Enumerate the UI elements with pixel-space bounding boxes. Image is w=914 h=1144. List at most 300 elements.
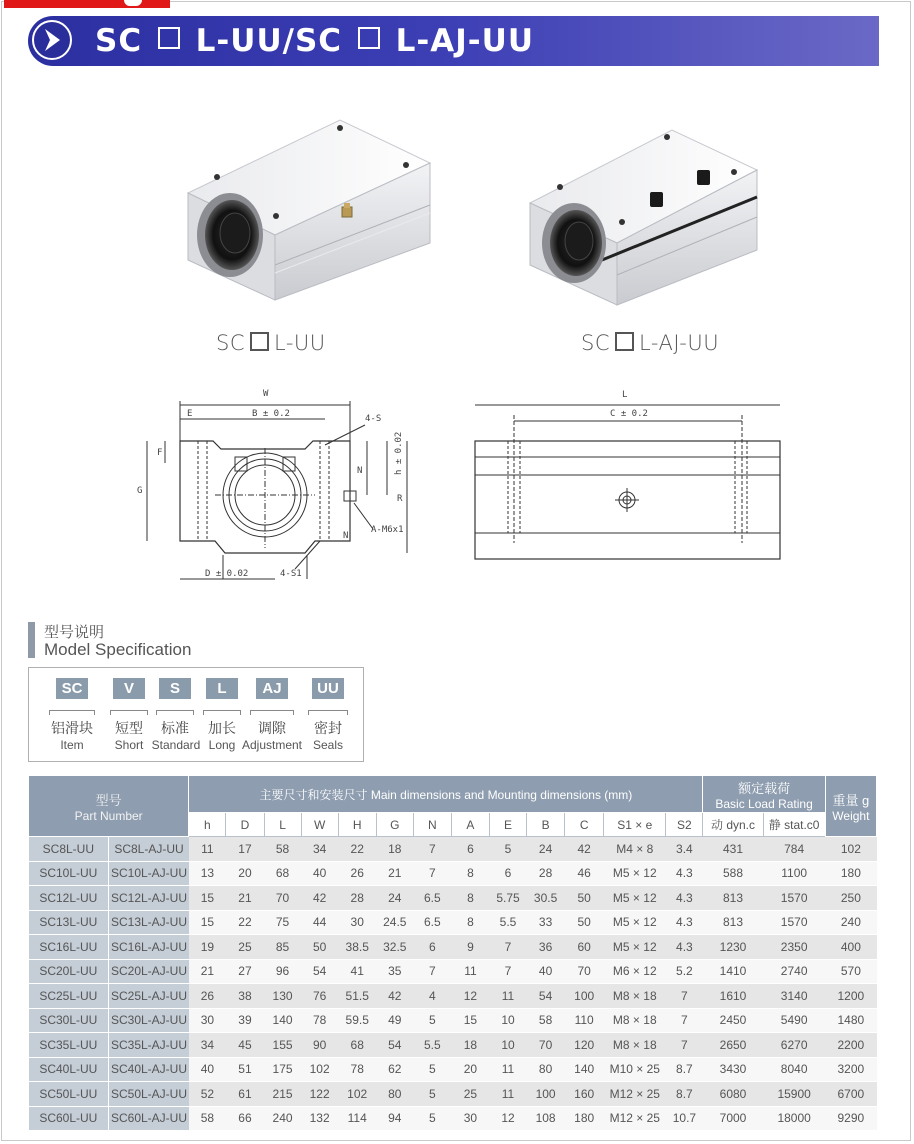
part-number-cell: SC30L-UU [29, 1008, 109, 1033]
table-row [29, 837, 877, 862]
table-cell: 15 [189, 910, 226, 935]
table-cell: 66 [226, 1106, 264, 1131]
table-cell: 70 [565, 959, 604, 984]
part-number-cell: SC50L-AJ-UU [109, 1082, 189, 1107]
product-image-sc-l-aj-uu [522, 125, 767, 310]
table-cell: 78 [301, 1008, 338, 1033]
table-cell: 26 [189, 984, 226, 1009]
table-cell: 120 [565, 1033, 604, 1058]
table-cell: 28 [338, 886, 376, 911]
table-cell: M5 × 12 [604, 886, 666, 911]
table-cell: M5 × 12 [604, 910, 666, 935]
column-header: G [376, 813, 413, 837]
table-cell: 1610 [703, 984, 763, 1009]
column-header: L [264, 813, 301, 837]
table-cell: 38 [226, 984, 264, 1009]
table-cell: 6700 [825, 1082, 876, 1107]
table-cell: 62 [376, 1057, 413, 1082]
table-cell: 7 [666, 1008, 703, 1033]
table-cell: 20 [226, 861, 264, 886]
table-cell: 13 [189, 861, 226, 886]
part-number-cell: SC12L-UU [29, 886, 109, 911]
table-cell: 11 [489, 1057, 526, 1082]
table-cell: 100 [565, 984, 604, 1009]
table-cell: 11 [489, 984, 526, 1009]
code-bracket [110, 710, 148, 715]
column-header: C [565, 813, 604, 837]
table-cell: 1570 [763, 910, 825, 935]
table-cell: 24 [376, 886, 413, 911]
table-cell: 100 [527, 1082, 565, 1107]
part-number-cell: SC16L-UU [29, 935, 109, 960]
table-cell: 22 [226, 910, 264, 935]
table-row [29, 1008, 877, 1033]
table-cell: 42 [565, 837, 604, 862]
column-header: B [527, 813, 565, 837]
table-row [29, 959, 877, 984]
table-row [29, 910, 877, 935]
part-number-cell: SC8L-UU [29, 837, 109, 862]
table-cell: 140 [264, 1008, 301, 1033]
table-cell: 10.7 [666, 1106, 703, 1131]
code-desc-en: Standard [151, 738, 201, 752]
dim-4S1: 4-S1 [280, 569, 302, 579]
table-cell: 76 [301, 984, 338, 1009]
table-cell: 33 [527, 910, 565, 935]
table-row [29, 886, 877, 911]
table-cell: 1100 [763, 861, 825, 886]
table-cell: 58 [189, 1106, 226, 1131]
table-cell: 5 [489, 837, 526, 862]
code-desc-en: Short [114, 738, 144, 752]
code-bracket [308, 710, 348, 715]
table-cell: M5 × 12 [604, 861, 666, 886]
table-cell: 7 [413, 861, 451, 886]
section-marker [28, 622, 35, 658]
table-cell: 50 [301, 935, 338, 960]
caption-sc-l-aj-uu: SC L-AJ-UU [581, 331, 720, 355]
table-cell: 108 [527, 1106, 565, 1131]
table-cell: M8 × 18 [604, 1033, 666, 1058]
table-row [29, 861, 877, 886]
table-cell: 27 [226, 959, 264, 984]
table-cell: 6 [489, 861, 526, 886]
table-cell: 85 [264, 935, 301, 960]
column-header: E [489, 813, 526, 837]
code-desc-en: Seals [312, 738, 344, 752]
table-cell: 58 [264, 837, 301, 862]
table-cell: 4.3 [666, 861, 703, 886]
header-bar [28, 16, 879, 66]
table-cell: 45 [226, 1033, 264, 1058]
table-row [29, 1033, 877, 1058]
code-badge-v: V [113, 678, 145, 699]
table-cell: 46 [565, 861, 604, 886]
table-cell: 11 [189, 837, 226, 862]
column-header: 动 dyn.c [703, 813, 763, 837]
table-cell: 6.5 [413, 886, 451, 911]
table-cell: 21 [189, 959, 226, 984]
column-header: H [338, 813, 376, 837]
table-cell: 7000 [703, 1106, 763, 1131]
table-cell: 11 [451, 959, 489, 984]
model-spec-title-cn: 型号说明 [44, 624, 105, 641]
code-badge-aj: AJ [256, 678, 288, 699]
table-cell: 5490 [763, 1008, 825, 1033]
table-cell: 400 [825, 935, 876, 960]
table-cell: 41 [338, 959, 376, 984]
table-cell: 1480 [825, 1008, 876, 1033]
table-cell: 102 [301, 1057, 338, 1082]
table-cell: 9290 [825, 1106, 876, 1131]
column-header: h [189, 813, 226, 837]
product-image-sc-l-uu [180, 115, 440, 305]
table-cell: 15 [451, 1008, 489, 1033]
part-number-cell: SC10L-AJ-UU [109, 861, 189, 886]
table-cell: 96 [264, 959, 301, 984]
table-cell: 42 [301, 886, 338, 911]
column-header: S2 [666, 813, 703, 837]
table-cell: 51 [226, 1057, 264, 1082]
table-cell: 50 [565, 910, 604, 935]
table-cell: 49 [376, 1008, 413, 1033]
code-desc-en: Adjustment [241, 738, 303, 752]
table-cell: 25 [226, 935, 264, 960]
table-cell: 9 [451, 935, 489, 960]
part-number-cell: SC40L-AJ-UU [109, 1057, 189, 1082]
table-cell: 7 [413, 837, 451, 862]
table-cell: 70 [527, 1033, 565, 1058]
part-number-cell: SC16L-AJ-UU [109, 935, 189, 960]
table-cell: 240 [825, 910, 876, 935]
dimension-table [28, 775, 877, 1131]
table-cell: 34 [301, 837, 338, 862]
table-cell: 1230 [703, 935, 763, 960]
table-cell: M8 × 18 [604, 984, 666, 1009]
table-cell: 2740 [763, 959, 825, 984]
table-cell: 7 [489, 935, 526, 960]
table-cell: 8.7 [666, 1057, 703, 1082]
table-cell: 155 [264, 1033, 301, 1058]
dim-N: N [343, 531, 349, 541]
code-desc-cn: 铝滑块 [51, 720, 93, 736]
table-cell: 588 [703, 861, 763, 886]
code-desc-en: Long [208, 738, 236, 752]
table-cell: 52 [189, 1082, 226, 1107]
column-header: S1 × e [604, 813, 666, 837]
code-desc-cn: 密封 [314, 720, 342, 736]
table-cell: 18 [376, 837, 413, 862]
table-cell: 1200 [825, 984, 876, 1009]
dim-D: D ± 0.02 [205, 569, 249, 579]
dim-E: E [187, 409, 193, 419]
table-cell: 2200 [825, 1033, 876, 1058]
table-cell: 6080 [703, 1082, 763, 1107]
table-cell: 132 [301, 1106, 338, 1131]
table-cell: 140 [565, 1057, 604, 1082]
page-title: SC L-UU/SC L-AJ-UU [95, 23, 534, 59]
table-cell: 1410 [703, 959, 763, 984]
code-desc-cn: 短型 [115, 720, 143, 736]
placeholder-box-icon [615, 332, 634, 351]
table-cell: 68 [338, 1033, 376, 1058]
table-cell: 75 [264, 910, 301, 935]
red-corner-tab [4, 0, 170, 8]
weight-header: 重量 g Weight [825, 776, 876, 837]
main-dimensions-header: 主要尺寸和安装尺寸 Main dimensions and Mounting dimensions (mm) [189, 776, 703, 813]
code-bracket [49, 710, 95, 715]
table-cell: 24 [527, 837, 565, 862]
dim-B: B ± 0.2 [252, 409, 290, 419]
part-number-cell: SC35L-UU [29, 1033, 109, 1058]
table-cell: 40 [301, 861, 338, 886]
code-desc-cn: 调隙 [258, 720, 286, 736]
table-cell: 22 [338, 837, 376, 862]
table-cell: 51.5 [338, 984, 376, 1009]
front-view-drawing [135, 383, 420, 588]
caption-sc-l-uu: SC L-UU [216, 331, 326, 355]
table-cell: 6.5 [413, 910, 451, 935]
table-row [29, 935, 877, 960]
table-cell: 30 [189, 1008, 226, 1033]
part-number-cell: SC30L-AJ-UU [109, 1008, 189, 1033]
table-cell: 40 [527, 959, 565, 984]
table-cell: 25 [451, 1082, 489, 1107]
table-cell: 32.5 [376, 935, 413, 960]
table-cell: 175 [264, 1057, 301, 1082]
part-number-cell: SC20L-AJ-UU [109, 959, 189, 984]
table-cell: 15 [189, 886, 226, 911]
table-cell: 35 [376, 959, 413, 984]
table-cell: 6 [451, 837, 489, 862]
table-cell: 3200 [825, 1057, 876, 1082]
table-cell: 20 [451, 1057, 489, 1082]
table-cell: 8 [451, 886, 489, 911]
table-cell: 59.5 [338, 1008, 376, 1033]
table-cell: 5.5 [489, 910, 526, 935]
table-cell: 18 [451, 1033, 489, 1058]
part-number-cell: SC10L-UU [29, 861, 109, 886]
table-cell: 122 [301, 1082, 338, 1107]
table-cell: 44 [301, 910, 338, 935]
placeholder-box-icon [250, 332, 269, 351]
column-header: W [301, 813, 338, 837]
code-desc-cn: 加长 [208, 720, 236, 736]
code-badge-uu: UU [312, 678, 344, 699]
table-cell: M12 × 25 [604, 1082, 666, 1107]
table-cell: 3140 [763, 984, 825, 1009]
table-cell: 4.3 [666, 935, 703, 960]
table-cell: 3.4 [666, 837, 703, 862]
table-cell: 7 [489, 959, 526, 984]
table-cell: 114 [338, 1106, 376, 1131]
code-bracket [203, 710, 241, 715]
table-cell: 250 [825, 886, 876, 911]
code-bracket [250, 710, 294, 715]
table-row [29, 1082, 877, 1107]
dim-F: F [157, 448, 163, 458]
dim-W: W [263, 389, 269, 399]
table-cell: 12 [451, 984, 489, 1009]
dim-N-top: N [357, 466, 363, 476]
table-cell: 5 [413, 1057, 451, 1082]
column-header: A [451, 813, 489, 837]
table-cell: 90 [301, 1033, 338, 1058]
part-number-header: 型号 Part Number [29, 776, 189, 837]
table-cell: 18000 [763, 1106, 825, 1131]
table-cell: 61 [226, 1082, 264, 1107]
table-cell: 4.3 [666, 910, 703, 935]
table-cell: 2350 [763, 935, 825, 960]
part-number-cell: SC40L-UU [29, 1057, 109, 1082]
table-cell: 4 [413, 984, 451, 1009]
table-cell: 240 [264, 1106, 301, 1131]
dim-G: G [137, 486, 143, 496]
part-number-cell: SC60L-AJ-UU [109, 1106, 189, 1131]
dim-C: C ± 0.2 [610, 409, 648, 419]
table-cell: 102 [338, 1082, 376, 1107]
table-cell: 34 [189, 1033, 226, 1058]
load-rating-header: 额定载荷 Basic Load Rating [703, 776, 825, 813]
table-cell: 38.5 [338, 935, 376, 960]
table-cell: 5 [413, 1082, 451, 1107]
table-cell: 54 [527, 984, 565, 1009]
table-cell: 54 [301, 959, 338, 984]
column-header: D [226, 813, 264, 837]
table-cell: 80 [527, 1057, 565, 1082]
table-cell: 2650 [703, 1033, 763, 1058]
table-cell: 5.75 [489, 886, 526, 911]
part-number-cell: SC13L-UU [29, 910, 109, 935]
table-cell: 102 [825, 837, 876, 862]
table-cell: M4 × 8 [604, 837, 666, 862]
table-cell: 5 [413, 1106, 451, 1131]
table-cell: 180 [565, 1106, 604, 1131]
table-row [29, 1057, 877, 1082]
table-cell: 40 [189, 1057, 226, 1082]
dim-h: h ± 0.02 [394, 431, 404, 475]
table-cell: 15900 [763, 1082, 825, 1107]
placeholder-box-icon [358, 27, 380, 49]
dim-R: R [397, 494, 403, 504]
table-cell: 94 [376, 1106, 413, 1131]
table-cell: 54 [376, 1033, 413, 1058]
table-cell: 7 [413, 959, 451, 984]
table-cell: 70 [264, 886, 301, 911]
code-desc-en: Item [60, 738, 84, 752]
table-cell: M8 × 18 [604, 1008, 666, 1033]
table-cell: 8.7 [666, 1082, 703, 1107]
table-cell: 4.3 [666, 886, 703, 911]
part-number-cell: SC50L-UU [29, 1082, 109, 1107]
table-cell: M12 × 25 [604, 1106, 666, 1131]
table-cell: 110 [565, 1008, 604, 1033]
table-cell: 68 [264, 861, 301, 886]
part-number-cell: SC25L-UU [29, 984, 109, 1009]
table-cell: 10 [489, 1033, 526, 1058]
table-cell: 8040 [763, 1057, 825, 1082]
table-cell: M5 × 12 [604, 935, 666, 960]
table-cell: 60 [565, 935, 604, 960]
table-cell: 80 [376, 1082, 413, 1107]
side-view-drawing [470, 383, 790, 568]
model-spec-title-en: Model Specification [44, 640, 192, 659]
code-badge-s: S [159, 678, 191, 699]
placeholder-box-icon [158, 27, 180, 49]
table-cell: 5.2 [666, 959, 703, 984]
part-number-cell: SC8L-AJ-UU [109, 837, 189, 862]
table-cell: 42 [376, 984, 413, 1009]
table-cell: 28 [527, 861, 565, 886]
play-arrow-icon [32, 20, 72, 60]
table-cell: M6 × 12 [604, 959, 666, 984]
table-cell: 570 [825, 959, 876, 984]
table-cell: M10 × 25 [604, 1057, 666, 1082]
table-cell: 17 [226, 837, 264, 862]
table-cell: 2450 [703, 1008, 763, 1033]
table-cell: 30 [451, 1106, 489, 1131]
part-number-cell: SC20L-UU [29, 959, 109, 984]
table-cell: 19 [189, 935, 226, 960]
part-number-cell: SC12L-AJ-UU [109, 886, 189, 911]
table-cell: 21 [226, 886, 264, 911]
table-cell: 10 [489, 1008, 526, 1033]
part-number-cell: SC13L-AJ-UU [109, 910, 189, 935]
table-cell: 215 [264, 1082, 301, 1107]
dim-A: A-M6x1 [371, 525, 404, 535]
part-number-cell: SC35L-AJ-UU [109, 1033, 189, 1058]
table-cell: 5.5 [413, 1033, 451, 1058]
table-cell: 21 [376, 861, 413, 886]
table-cell: 784 [763, 837, 825, 862]
table-cell: 58 [527, 1008, 565, 1033]
column-header: 静 stat.c0 [763, 813, 825, 837]
table-cell: 813 [703, 886, 763, 911]
table-row [29, 984, 877, 1009]
table-cell: 7 [666, 984, 703, 1009]
table-cell: 6270 [763, 1033, 825, 1058]
part-number-cell: SC25L-AJ-UU [109, 984, 189, 1009]
table-cell: 30.5 [527, 886, 565, 911]
part-number-cell: SC60L-UU [29, 1106, 109, 1131]
table-cell: 78 [338, 1057, 376, 1082]
table-cell: 1570 [763, 886, 825, 911]
table-cell: 180 [825, 861, 876, 886]
table-cell: 24.5 [376, 910, 413, 935]
table-cell: 26 [338, 861, 376, 886]
table-cell: 6 [413, 935, 451, 960]
table-cell: 5 [413, 1008, 451, 1033]
code-desc-cn: 标准 [161, 720, 189, 736]
table-cell: 3430 [703, 1057, 763, 1082]
table-cell: 39 [226, 1008, 264, 1033]
table-cell: 36 [527, 935, 565, 960]
column-header: N [413, 813, 451, 837]
table-row [29, 1106, 877, 1131]
dim-L: L [622, 390, 628, 400]
table-cell: 11 [489, 1082, 526, 1107]
table-cell: 8 [451, 861, 489, 886]
table-cell: 160 [565, 1082, 604, 1107]
table-cell: 12 [489, 1106, 526, 1131]
table-cell: 8 [451, 910, 489, 935]
table-cell: 130 [264, 984, 301, 1009]
code-badge-sc: SC [56, 678, 88, 699]
table-cell: 30 [338, 910, 376, 935]
table-cell: 431 [703, 837, 763, 862]
code-bracket [156, 710, 194, 715]
table-cell: 7 [666, 1033, 703, 1058]
